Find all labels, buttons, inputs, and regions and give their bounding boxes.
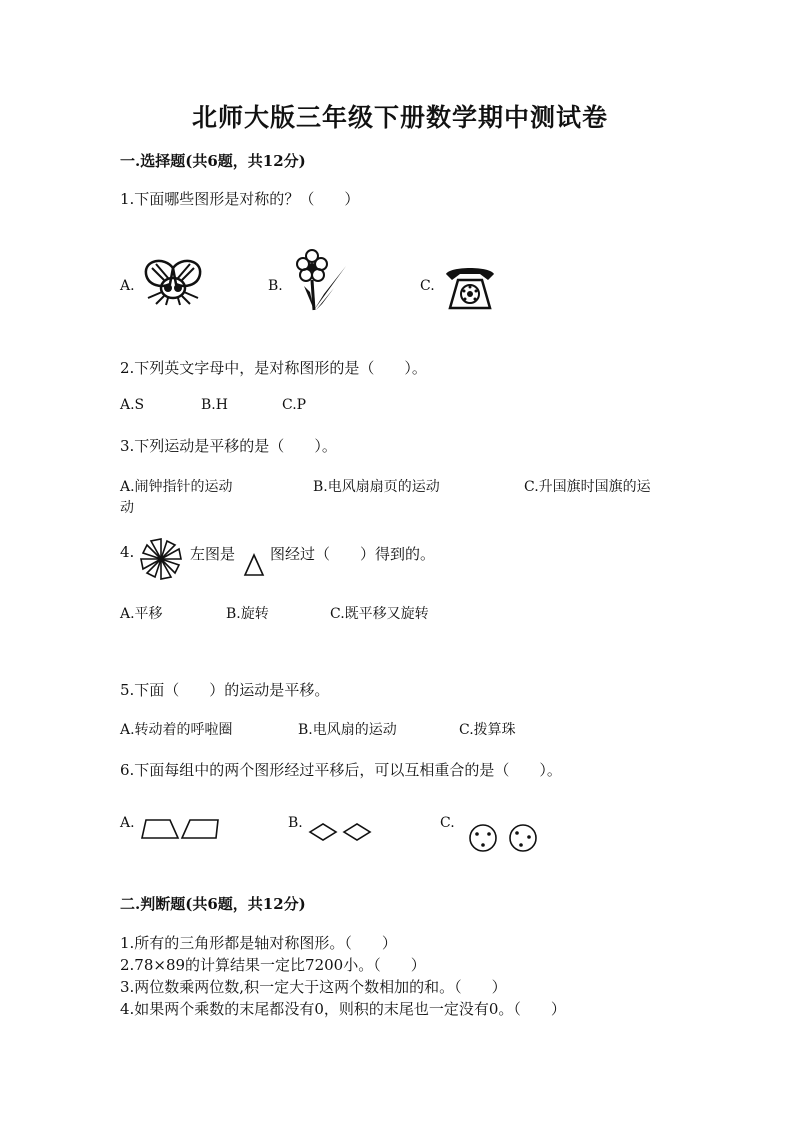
insect-icon <box>140 258 206 306</box>
q2-option-b: B.H <box>201 397 228 413</box>
q2-option-a: A.S <box>120 397 145 413</box>
q4-option-a: A.平移 <box>120 606 163 622</box>
judge-item-1: 1.所有的三角形都是轴对称图形。（ ） <box>120 934 397 952</box>
question-6-text: 6.下面每组中的两个图形经过平移后，可以互相重合的是（ ）。 <box>120 761 562 779</box>
q3-option-b: B.电风扇扇页的运动 <box>313 479 440 495</box>
q3-option-c-wrap: 动 <box>120 500 134 516</box>
question-2-text: 2.下列英文字母中，是对称图形的是（ ）。 <box>120 359 427 377</box>
judge-item-4: 4.如果两个乘数的末尾都没有0，则积的末尾也一定没有0。（ ） <box>120 1000 566 1018</box>
question-1-text: 1.下面哪些图形是对称的？（ ） <box>120 190 360 208</box>
q6-option-c-label: C. <box>440 815 455 831</box>
flower-icon <box>294 248 350 312</box>
section-heading-judge: 二.判断题(共6题，共12分) <box>120 895 306 913</box>
q6-option-b-label: B. <box>288 815 303 831</box>
rhombus-pair-icon <box>308 822 374 842</box>
question-4-text-end: 图经过（ ）得到的。 <box>270 545 436 563</box>
q4-option-c: C.既平移又旋转 <box>330 606 429 622</box>
q5-option-c: C.拨算珠 <box>459 722 516 738</box>
question-5-text: 5.下面（ ）的运动是平移。 <box>120 681 330 699</box>
page-title: 北师大版三年级下册数学期中测试卷 <box>191 103 608 132</box>
q3-option-a: A.闹钟指针的运动 <box>120 479 233 495</box>
circle-dots-pair-icon <box>467 823 541 853</box>
q2-option-c: C.P <box>282 397 307 413</box>
q4-option-b: B.旋转 <box>226 606 269 622</box>
parallelogram-pair-icon <box>140 818 222 842</box>
q1-option-c-label: C. <box>420 278 435 294</box>
q1-option-a-label: A. <box>120 278 135 294</box>
q1-option-b-label: B. <box>268 278 283 294</box>
telephone-icon <box>444 266 496 312</box>
q5-option-a: A.转动着的呼啦圈 <box>120 722 233 738</box>
q3-option-c: C.升国旗时国旗的运 <box>524 479 651 495</box>
judge-item-3: 3.两位数乘两位数,积一定大于这两个数相加的和。（ ） <box>120 978 507 996</box>
triangle-icon <box>243 553 265 577</box>
question-4-text-mid: 左图是 <box>190 545 236 563</box>
q5-option-b: B.电风扇的运动 <box>298 722 397 738</box>
question-4-number: 4. <box>120 543 135 561</box>
pinwheel-icon <box>139 537 183 581</box>
q6-option-a-label: A. <box>120 815 135 831</box>
section-heading-choice: 一.选择题(共6题，共12分) <box>120 152 306 170</box>
judge-item-2: 2.78×89的计算结果一定比7200小。（ ） <box>120 956 426 974</box>
question-3-text: 3.下列运动是平移的是（ ）。 <box>120 437 337 455</box>
